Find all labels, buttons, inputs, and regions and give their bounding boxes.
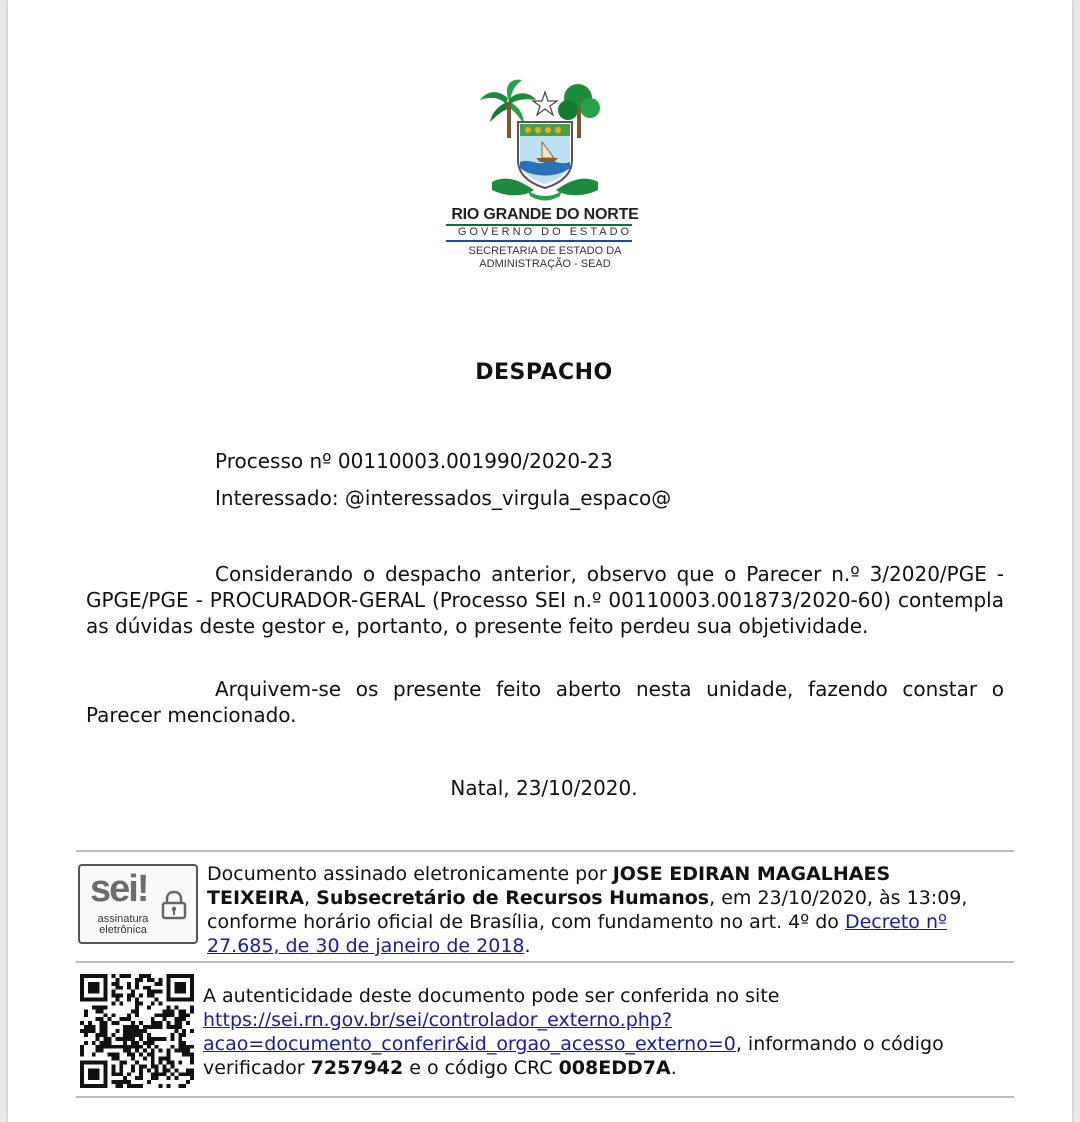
authentication-text [203,984,1013,1080]
signature-separator: , [304,887,317,909]
auth-link-line2[interactable]: acao=documento_conferir&id_orgao_acesso_externo=0 [203,1033,736,1055]
sei-signature-badge [78,864,198,944]
qr-code-icon [80,974,194,1088]
brand-department-line1: SECRETARIA DE ESTADO DA [468,245,622,257]
process-number: Processo nº 00110003.001990/2020-23 [215,449,613,473]
crc-code: 008EDD7A [558,1057,671,1079]
divider-middle [76,961,1014,963]
auth-middle: , informando o código verificador [203,1033,944,1079]
signer-name: JOSE EDIRAN MAGALHAES TEIXEIRA [207,863,891,909]
auth-crc-label: e o código CRC [403,1057,559,1079]
place-date: Natal, 23/10/2020. [450,776,638,800]
divider-top [76,850,1014,852]
body-paragraph-1: Considerando o despacho anterior, observo que o Parecer n.º 3/2020/PGE - GPGE/PGE - PROCURADOR-GERAL (Processo SEI n.º 00110003.001873/2020-60) contempla as dúvidas deste gestor e, portanto, o presente feito perdeu sua objetividade. [86,562,1004,638]
rn-coat-of-arms-icon [478,78,612,206]
signature-details: , em 23/10/2020, às 13:09, conforme horário oficial de Brasília, com fundamento no art. 4º do [207,887,968,933]
brand-government: GOVERNO DO ESTADO [457,226,633,238]
signer-role: Subsecretário de Recursos Humanos [316,887,710,909]
body-paragraph-2: Arquivem-se os presente feito aberto nesta unidade, fazendo constar o Parecer mencionado. [86,677,1004,727]
brand-department [408,245,682,271]
signature-end: . [524,935,531,957]
document-page [8,0,1072,1122]
brand-state-name: RIO GRANDE DO NORTE [451,206,639,223]
divider-bottom [76,1096,1014,1098]
sei-badge-caption [88,914,158,936]
sei-caption-line1: assinatura [97,913,149,925]
signature-intro: Documento assinado eletronicamente por [207,863,613,885]
brand-divider-blue [446,240,632,242]
auth-end: . [670,1057,677,1079]
verifier-code: 7257942 [310,1057,404,1079]
auth-intro: A autenticidade deste documento pode ser conferida no site [203,985,780,1007]
sei-logo: sei! [90,868,148,910]
auth-link-line1[interactable]: https://sei.rn.gov.br/sei/controlador_externo.php? [203,1009,672,1031]
decree-link[interactable]: Decreto nº 27.685, de 30 de janeiro de 2018 [207,911,947,957]
interested-party: Interessado: @interessados_virgula_espaco@ [215,486,672,510]
lock-icon [160,890,188,920]
sei-caption-line2: eletrônica [99,924,147,936]
document-title: DESPACHO [475,360,613,385]
signature-text [207,862,997,958]
brand-department-line2: ADMINISTRAÇÃO - SEAD [479,258,611,270]
